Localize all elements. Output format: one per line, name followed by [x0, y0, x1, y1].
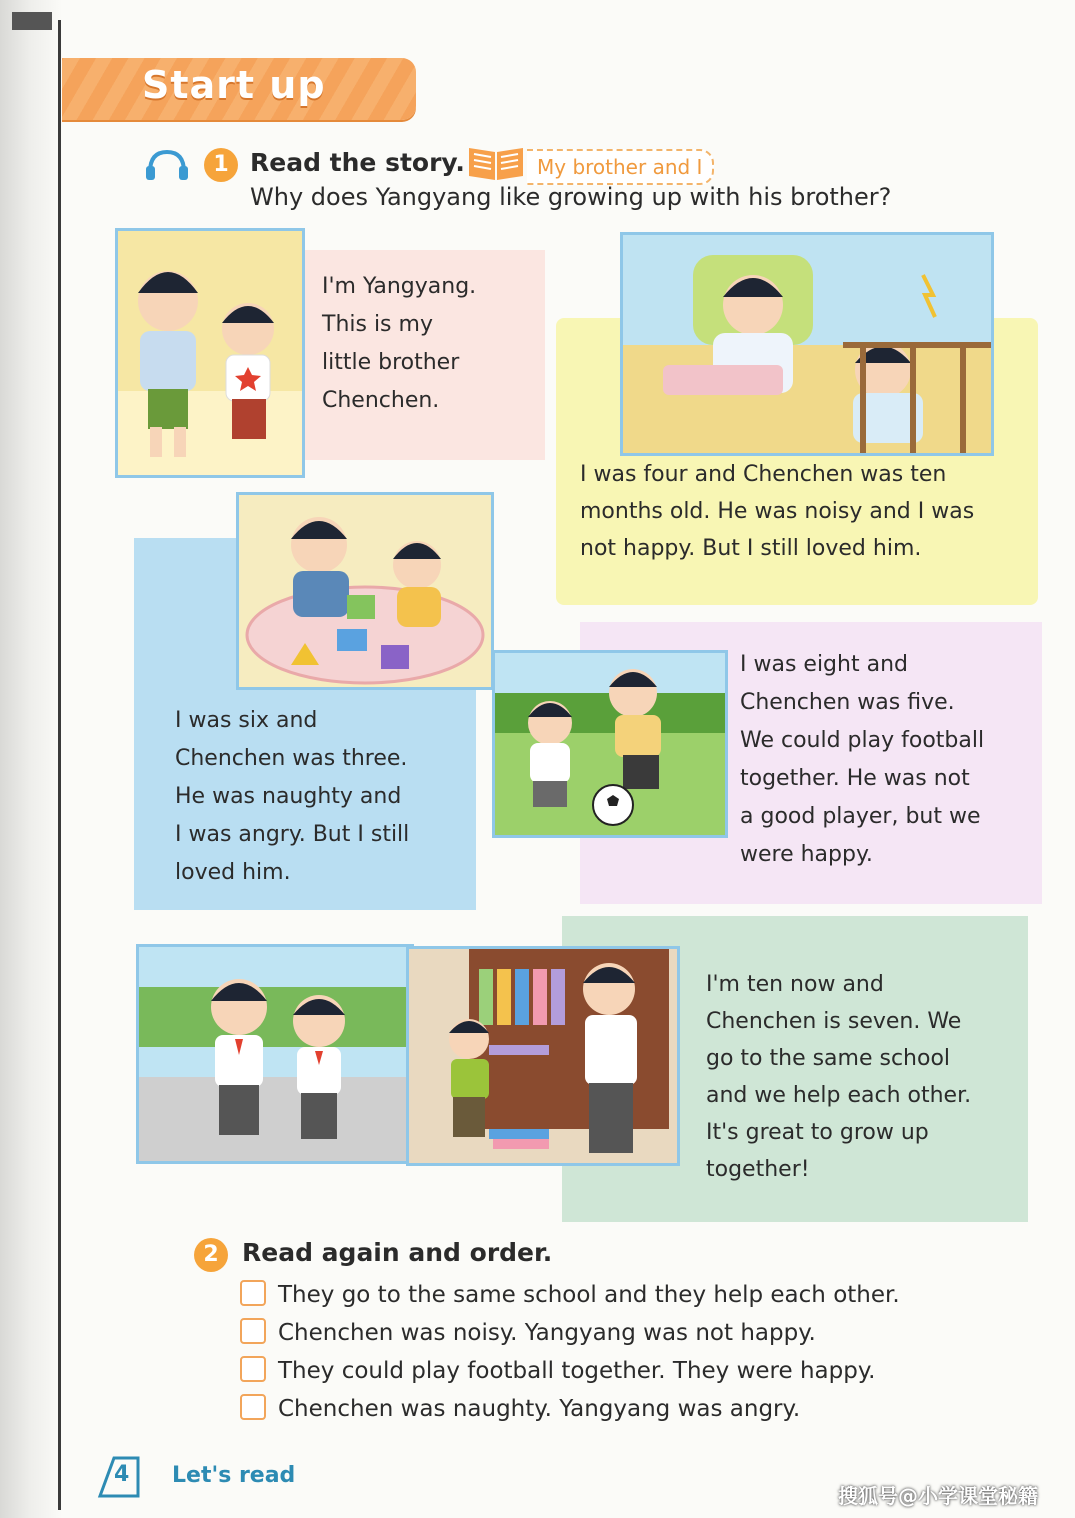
story-question: Why does Yangyang like growing up with his brother? — [250, 183, 892, 211]
illustration-brothers-standing — [115, 228, 305, 478]
footer-label: Let's read — [172, 1463, 296, 1488]
order-checkbox[interactable] — [240, 1356, 266, 1382]
story-text-2: I was four and Chenchen was ten months old. He was noisy and I was not happy. But I still loved him. — [580, 462, 975, 561]
illustration-football — [492, 650, 728, 838]
order-checkbox[interactable] — [240, 1394, 266, 1420]
order-item — [240, 1318, 816, 1346]
order-item-text: They could play football together. They were happy. — [278, 1358, 876, 1384]
story-text-1: I'm Yangyang. This is my little brother Chenchen. — [322, 274, 477, 413]
order-checkbox[interactable] — [240, 1280, 266, 1306]
order-item-text: Chenchen was noisy. Yangyang was not happy. — [278, 1320, 816, 1346]
page-number: 4 — [114, 1462, 130, 1487]
spine-line — [58, 20, 61, 1510]
order-item-text: They go to the same school and they help each other. — [278, 1282, 900, 1308]
headphones-icon[interactable] — [144, 148, 190, 182]
illustration-bookshelf — [406, 946, 680, 1166]
open-book-icon — [465, 142, 527, 182]
order-item-text: Chenchen was naughty. Yangyang was angry. — [278, 1396, 801, 1422]
order-item — [240, 1356, 875, 1384]
story-title-tag: My brother and I — [527, 149, 714, 185]
story-text-3: I was six and Chenchen was three. He was naughty and I was angry. But I still loved him. — [175, 708, 410, 885]
order-item — [240, 1394, 800, 1422]
spine-mark — [12, 12, 52, 30]
page-title: Start up — [142, 63, 326, 107]
story-text-5: I'm ten now and Chenchen is seven. We go to the same school and we help each other. It's great to grow up together! — [706, 972, 972, 1182]
exercise-2-title: Read again and order. — [242, 1238, 553, 1267]
watermark: 搜狐号@小学课堂秘籍 — [838, 1484, 1038, 1508]
story-text-4: I was eight and Chenchen was five. We could play football together. He was not a good player, but we were happy. — [740, 652, 985, 867]
illustration-noisy-baby — [620, 232, 994, 456]
exercise-1-title: Read the story. — [250, 148, 465, 177]
illustration-blocks-play — [236, 492, 494, 690]
order-checkbox[interactable] — [240, 1318, 266, 1344]
order-item — [240, 1280, 900, 1308]
illustration-walking-to-school — [136, 944, 414, 1164]
book-spine — [0, 0, 62, 1518]
exercise-number-1: 1 — [204, 148, 238, 182]
exercise-number-2: 2 — [194, 1238, 228, 1272]
